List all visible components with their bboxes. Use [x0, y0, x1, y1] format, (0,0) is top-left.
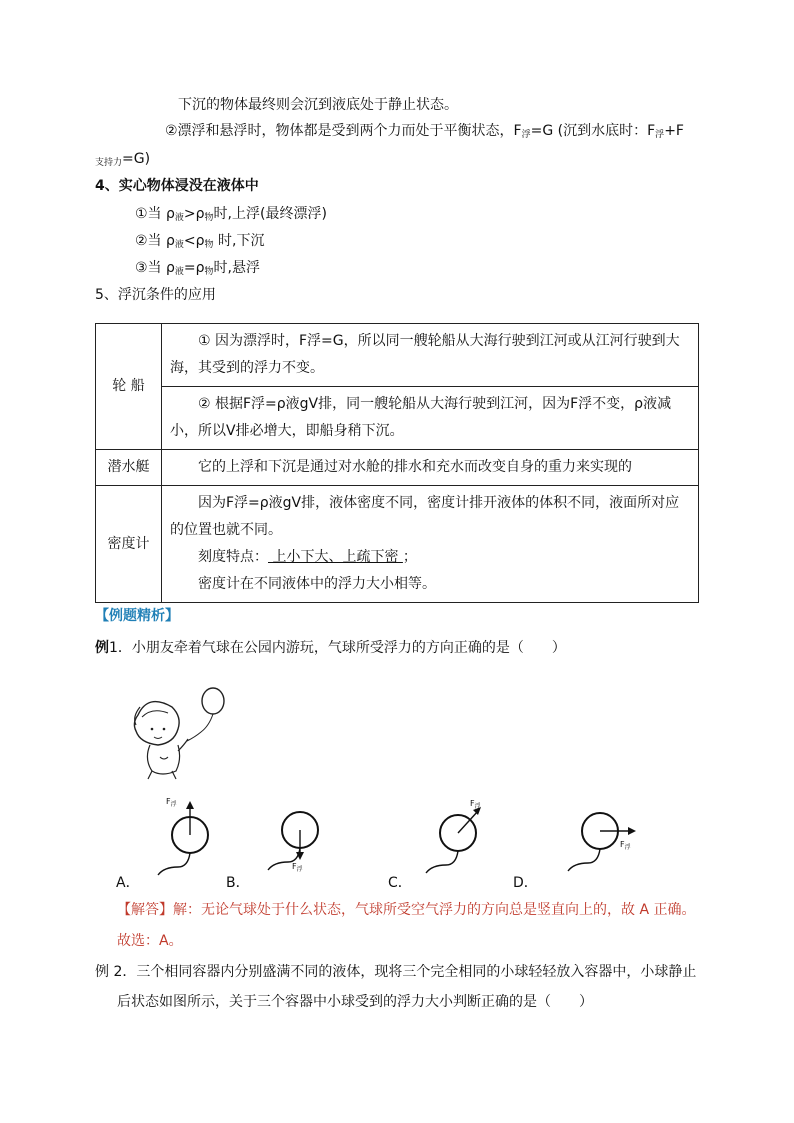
heading-5: 5、浮沉条件的应用	[95, 287, 216, 303]
text-line-sink: 下沉的物体最终则会沉到液底处于静止状态。	[178, 97, 458, 113]
ship-text-1: ① 因为漂浮时，F浮=G，所以同一艘轮船从大海行驶到江河或从江河行驶到大海，其受到的浮力不变。	[162, 324, 699, 387]
ship-text-2: ② 根据F浮=ρ液gV排，同一艘轮船从大海行驶到江河，因为F浮不变，ρ液减小，所以V排必增大，即船身稍下沉。	[162, 387, 699, 450]
example-2-line-1: 例 2．三个相同容器内分别盛满不同的液体，现将三个完全相同的小球轻轻放入容器中，小球静止	[95, 964, 697, 980]
heading-4: 4、实心物体浸没在液体中	[95, 178, 259, 194]
force-label-c: $F_浮$	[470, 799, 481, 810]
application-table	[95, 323, 699, 603]
option-d-label: D．	[513, 875, 538, 891]
option-a-label: A．	[116, 875, 140, 891]
example-1-question: 例1．小朋友牵着气球在公园内游玩，气球所受浮力的方向正确的是（ ）	[95, 640, 566, 656]
force-label-a: $F_浮$	[166, 797, 177, 808]
condition-sink: ②当 $\rho_液<\rho_物$ 时,下沉	[135, 233, 265, 250]
force-label-d: $F_浮$	[620, 840, 631, 851]
row-label-ship: 轮 船	[96, 324, 162, 450]
option-c-diagram	[418, 795, 498, 875]
option-a-diagram	[150, 795, 230, 875]
option-c-label: C．	[388, 875, 412, 891]
girl-balloon-illustration	[130, 685, 230, 785]
hydrometer-text: 因为F浮=ρ液gV排，液体密度不同，密度计排开液体的体积不同，液面所对应的位置也就不同。 刻度特点： 上小下大、上疏下密 ； 密度计在不同液体中的浮力大小相等。	[162, 486, 699, 603]
option-d-diagram	[560, 795, 650, 875]
row-label-submarine: 潜水艇	[96, 450, 162, 486]
section-title-examples: 【例题精析】	[95, 608, 179, 624]
submarine-text: 它的上浮和下沉是通过对水舱的排水和充水而改变自身的重力来实现的	[162, 450, 699, 486]
condition-suspend: ③当 $\rho_液=\rho_物$时,悬浮	[135, 260, 260, 277]
text-line-balance: ②漂浮和悬浮时，物体都是受到两个力而处于平衡状态，$F_浮=G$ (沉到水底时：$F_浮+F$	[165, 123, 684, 140]
answer-choice: 故选：A。	[117, 933, 183, 949]
force-label-b: $F_浮$	[292, 862, 303, 873]
answer-line: 【解答】解：无论气球处于什么状态，气球所受空气浮力的方向总是竖直向上的，故 A 正确。	[117, 902, 696, 918]
text-line-support: $_{支持力}$=G)	[95, 151, 151, 168]
condition-float: ①当 $\rho_液>\rho_物$时,上浮(最终漂浮)	[135, 206, 327, 223]
row-label-hydrometer: 密度计	[96, 486, 162, 603]
example-2-line-2: 后状态如图所示，关于三个容器中小球受到的浮力大小判断正确的是（ ）	[117, 994, 593, 1010]
option-b-label: B．	[226, 875, 250, 891]
